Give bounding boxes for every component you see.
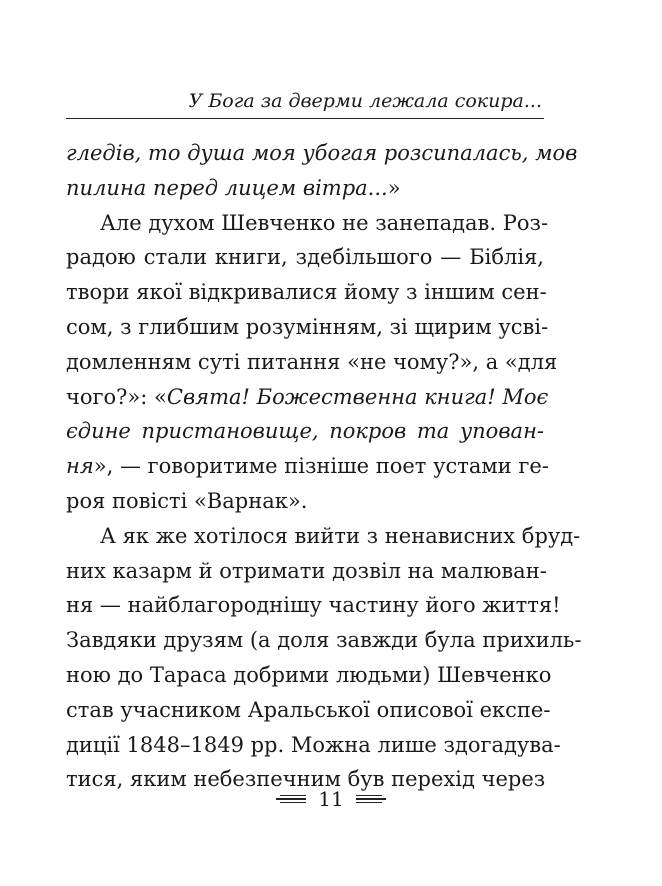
- text-line: [66, 658, 552, 693]
- text-line: [66, 171, 544, 206]
- text-line: [66, 136, 578, 171]
- text-run: ня — найблагороднішу частину його життя!: [66, 593, 561, 618]
- text-line: [66, 728, 561, 763]
- text-run: сом, з глибшим розумінням, зі щирим усві-: [66, 314, 549, 339]
- text-line: [66, 623, 582, 658]
- text-run: чого?»: «: [66, 384, 167, 409]
- text-line: [66, 484, 544, 519]
- text-run: став учасником Аральської описової експе-: [66, 697, 551, 722]
- page-number: 11: [318, 787, 344, 811]
- text-run: диції 1848–1849 рр. Можна лише здогадува-: [66, 732, 561, 757]
- running-title: У Бога за дверми лежала сокира...: [188, 90, 542, 112]
- text-run: твори якої відкривалися йому з іншим сен-: [66, 280, 547, 305]
- body-text: [66, 136, 582, 797]
- text-line: [66, 310, 549, 345]
- italic-text-run: пилина перед лицем вітра...: [66, 175, 388, 200]
- running-header: [66, 84, 544, 119]
- text-line: [66, 240, 544, 275]
- right-ornament-rule: [356, 795, 386, 804]
- text-run: »: [387, 175, 401, 200]
- text-run: тися, яким небезпечним був перехід через: [66, 767, 546, 792]
- italic-text-run: гледів, то душа моя убогая розсипалась, мов: [66, 141, 578, 165]
- text-line: [66, 588, 561, 623]
- text-line: [66, 380, 549, 415]
- text-line: [66, 414, 544, 449]
- text-run: Завдяки друзям (а доля завжди була прихиль-: [66, 628, 582, 653]
- text-run: радою стали книги, здебільшого — Біблія,: [66, 245, 544, 270]
- text-run: Але духом Шевченко не занепадав. Роз-: [100, 210, 549, 235]
- text-line: [66, 554, 547, 589]
- text-line: [66, 275, 547, 310]
- left-ornament-rule: [276, 795, 306, 804]
- text-run: домленням суті питання «не чому?», а «для: [66, 349, 558, 374]
- text-run: », — говоритиме пізніше поет устами ге-: [93, 454, 549, 479]
- text-run: А як же хотілося вийти з ненависних бруд-: [100, 523, 581, 548]
- text-line: [66, 449, 549, 484]
- text-line: [66, 519, 581, 554]
- text-line: [66, 206, 549, 241]
- text-line: [66, 693, 551, 728]
- text-run: них казарм й отримати дозвіл на малюван-: [66, 558, 547, 583]
- page-footer: [0, 784, 662, 814]
- text-line: [66, 345, 558, 380]
- italic-text-run: ня: [66, 454, 94, 479]
- text-run: роя повісті «Варнак».: [66, 488, 308, 513]
- text-run: ною до Тараса добрими людьми) Шевченко: [66, 662, 552, 687]
- italic-text-run: єдине пристановище, покров та упован-: [66, 419, 544, 444]
- italic-text-run: Свята! Божественна книга! Моє: [166, 384, 549, 409]
